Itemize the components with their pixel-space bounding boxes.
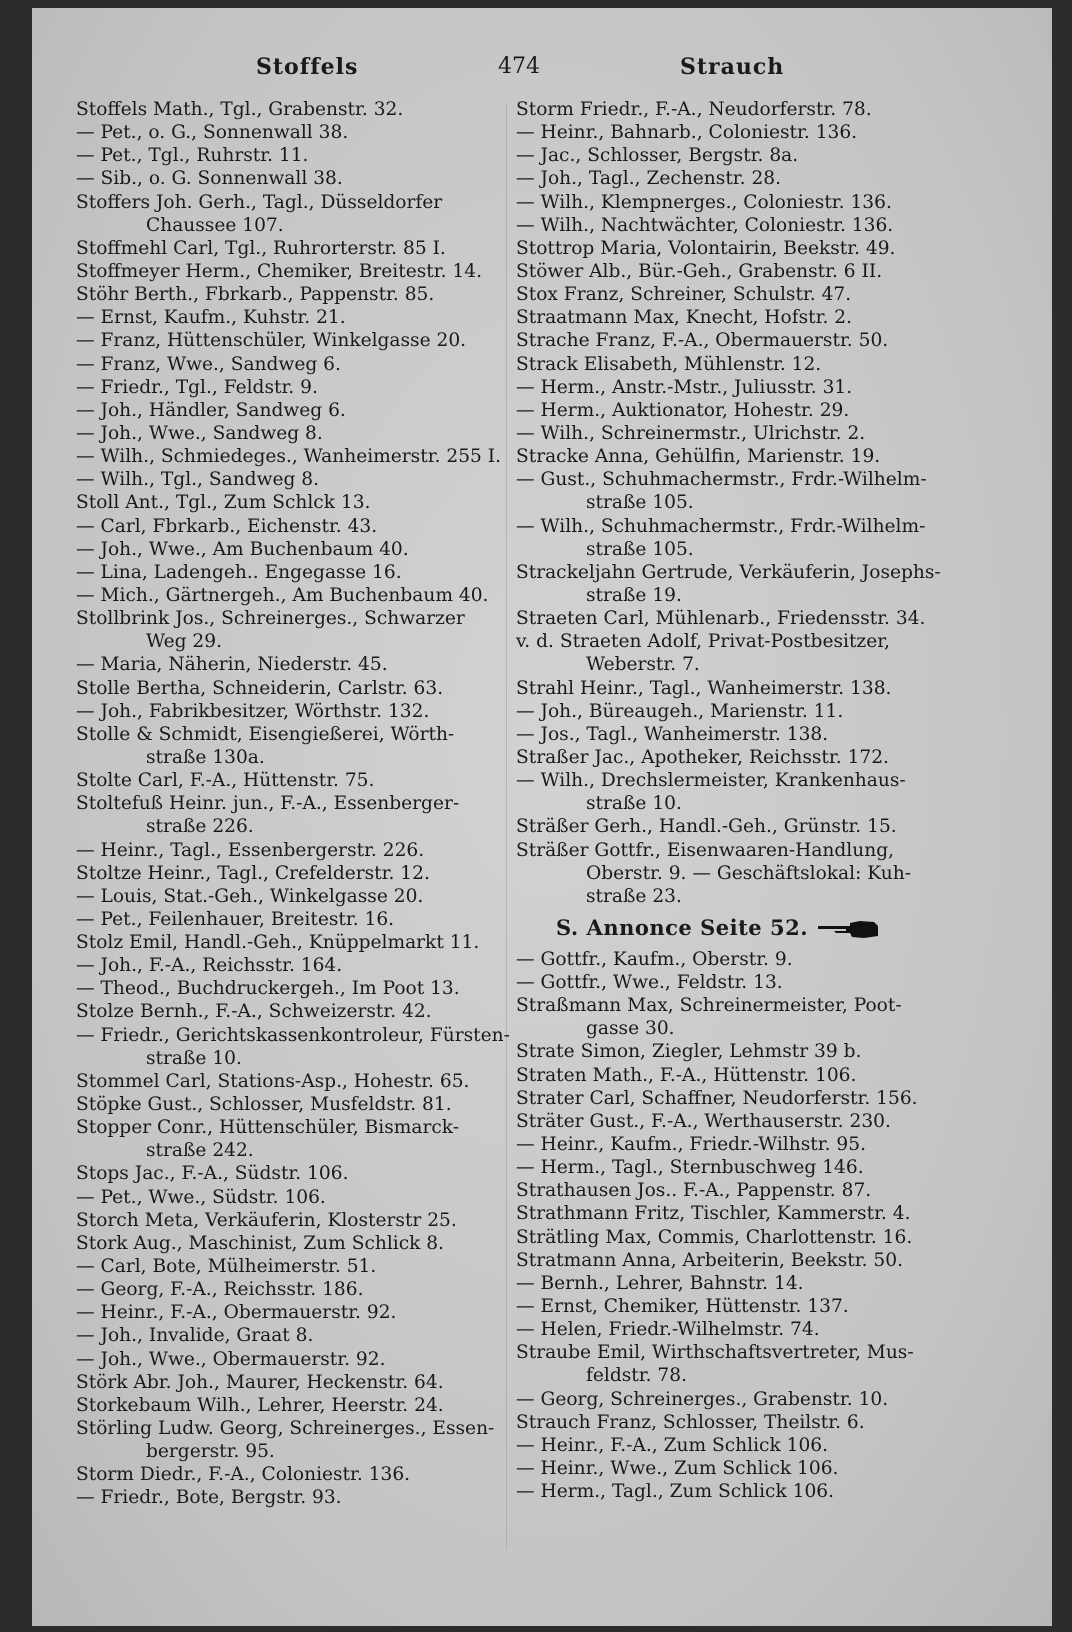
entry-text: Stracke Anna, Gehülfin, Marienstr. 19. (516, 446, 881, 468)
entry-text: straße 23. (586, 885, 682, 907)
directory-entry-line (76, 1463, 526, 1486)
directory-entry-line (76, 1186, 526, 1209)
directory-entry-line (76, 815, 526, 838)
directory-entry-line (516, 1295, 1016, 1318)
directory-entry-line (76, 931, 526, 954)
directory-entry-line (76, 445, 526, 468)
directory-entry-line (76, 653, 526, 676)
directory-entry-line (76, 885, 526, 908)
entry-text: straße 105. (586, 492, 694, 514)
directory-entry-line (516, 994, 1016, 1017)
entry-text: — Joh., Büreaugeh., Marienstr. 11. (516, 700, 844, 722)
left-column (76, 98, 526, 1510)
entry-text: Sträßer Gerh., Handl.-Geh., Grünstr. 15. (516, 816, 897, 838)
page-header (32, 50, 1052, 90)
entry-text: Stopper Conr., Hüttenschüler, Bismarck- (76, 1117, 460, 1139)
entry-text: straße 105. (586, 538, 694, 560)
directory-entry-line (76, 376, 526, 399)
entry-text: — Heinr., Bahnarb., Coloniestr. 136. (516, 122, 858, 144)
directory-entry-line (76, 1440, 526, 1463)
entry-text: — Pet., Tgl., Ruhrstr. 11. (76, 145, 309, 167)
entry-text: Stolle Bertha, Schneiderin, Carlstr. 63. (76, 677, 444, 699)
directory-entry-line (516, 491, 1016, 514)
directory-entry-line (76, 1162, 526, 1185)
entry-text: Stolz Emil, Handl.-Geh., Knüppelmarkt 11. (76, 932, 480, 954)
entry-text: — Georg, Schreinerges., Grabenstr. 10. (516, 1388, 889, 1410)
entry-text: — Carl, Fbrkarb., Eichenstr. 43. (76, 515, 378, 537)
entry-text: Stoffmehl Carl, Tgl., Ruhrorterstr. 85 I. (76, 237, 446, 259)
entry-text: Stork Aug., Maschinist, Zum Schlick 8. (76, 1232, 445, 1254)
directory-entry-line (76, 954, 526, 977)
entry-text: — Gottfr., Kaufm., Oberstr. 9. (516, 948, 793, 970)
entry-text: — Pet., Wwe., Südstr. 106. (76, 1186, 326, 1208)
directory-entry-line (516, 214, 1016, 237)
entry-text: — Carl, Bote, Mülheimerstr. 51. (76, 1256, 377, 1278)
directory-entry-line (516, 885, 1016, 908)
directory-entry-line (76, 538, 526, 561)
directory-entry-line (516, 1087, 1016, 1110)
directory-entry-line (516, 792, 1016, 815)
directory-entry-line (516, 862, 1016, 885)
directory-entry-line (76, 1255, 526, 1278)
entry-text: Stolze Bernh., F.-A., Schweizerstr. 42. (76, 1001, 432, 1023)
entry-text: v. d. Straeten Adolf, Privat-Postbesitzer, (516, 631, 890, 653)
directory-entry-line (76, 839, 526, 862)
directory-entry-line (516, 376, 1016, 399)
directory-entry-line (516, 98, 1016, 121)
entry-text: — Pet., Feilenhauer, Breitestr. 16. (76, 908, 395, 930)
directory-entry-line (516, 515, 1016, 538)
directory-entry-line (516, 1341, 1016, 1364)
entry-text: — Lina, Ladengeh.. Engegasse 16. (76, 561, 402, 583)
directory-entry-line (76, 584, 526, 607)
entry-text: — Wilh., Tgl., Sandweg 8. (76, 469, 320, 491)
entry-text: Straten Math., F.-A., Hüttenstr. 106. (516, 1064, 857, 1086)
entry-text: — Pet., o. G., Sonnenwall 38. (76, 122, 349, 144)
entry-text: gasse 30. (586, 1018, 675, 1040)
entry-text: Stöhr Berth., Fbrkarb., Pappenstr. 85. (76, 284, 435, 306)
directory-entry-line (516, 1110, 1016, 1133)
directory-entry-line (76, 1139, 526, 1162)
directory-entry-line (76, 1024, 526, 1047)
directory-entry-line (76, 561, 526, 584)
directory-entry-line (76, 1324, 526, 1347)
entry-text: — Jos., Tagl., Wanheimerstr. 138. (516, 723, 829, 745)
header-left-keyword: Stoffels (256, 54, 359, 80)
entry-text: — Ernst, Chemiker, Hüttenstr. 137. (516, 1296, 849, 1318)
entry-text: — Ernst, Kaufm., Kuhstr. 21. (76, 307, 346, 329)
directory-entry-line (76, 329, 526, 352)
entry-text: — Mich., Gärtnergeh., Am Buchenbaum 40. (76, 584, 489, 606)
entry-text: — Herm., Tagl., Sternbuschweg 146. (516, 1157, 864, 1179)
entry-text: Störling Ludw. Georg, Schreinerges., Essen- (76, 1418, 495, 1440)
directory-entry-line (516, 1133, 1016, 1156)
directory-entry-line (76, 191, 526, 214)
entry-text: Straßmann Max, Schreinermeister, Poot- (516, 995, 902, 1017)
directory-entry-line (76, 1209, 526, 1232)
directory-entry-line (76, 677, 526, 700)
directory-entry-line (516, 1249, 1016, 1272)
directory-entry-line (516, 653, 1016, 676)
directory-entry-line (516, 948, 1016, 971)
entry-text: Stöpke Gust., Schlosser, Musfeldstr. 81. (76, 1094, 452, 1116)
directory-entry-line (516, 677, 1016, 700)
entry-text: Stollbrink Jos., Schreinerges., Schwarzer (76, 608, 465, 630)
entry-text: — Herm., Anstr.-Mstr., Juliusstr. 31. (516, 376, 853, 398)
entry-text: Stoffmeyer Herm., Chemiker, Breitestr. 14. (76, 260, 482, 282)
entry-text: Stottrop Maria, Volontairin, Beekstr. 49. (516, 237, 896, 259)
entry-text: Strache Franz, F.-A., Obermauerstr. 50. (516, 330, 889, 352)
directory-entry-line (76, 167, 526, 190)
directory-entry-line (516, 306, 1016, 329)
directory-entry-line (516, 630, 1016, 653)
directory-entry-line (76, 468, 526, 491)
entry-text: Stoll Ant., Tgl., Zum Schlck 13. (76, 492, 371, 514)
directory-entry-line (516, 422, 1016, 445)
entry-text: — Friedr., Bote, Bergstr. 93. (76, 1487, 342, 1509)
directory-entry-line (516, 1318, 1016, 1341)
directory-entry-line (516, 191, 1016, 214)
directory-entry-line (76, 1278, 526, 1301)
entry-text: Störk Abr. Joh., Maurer, Heckenstr. 64. (76, 1371, 444, 1393)
directory-entry-line (76, 353, 526, 376)
directory-entry-line (516, 723, 1016, 746)
entry-text: — Gust., Schuhmachermstr., Frdr.-Wilhelm- (516, 469, 927, 491)
directory-entry-line (76, 908, 526, 931)
directory-entry-line (516, 1388, 1016, 1411)
directory-entry-line (76, 237, 526, 260)
entry-text: — Sib., o. G. Sonnenwall 38. (76, 168, 343, 190)
directory-entry-line (516, 167, 1016, 190)
directory-entry-line (76, 769, 526, 792)
entry-text: Stoltze Heinr., Tagl., Crefelderstr. 12. (76, 862, 430, 884)
directory-entry-line (516, 584, 1016, 607)
entry-text: Stoffers Joh. Gerh., Tagl., Düsseldorfer (76, 191, 443, 213)
directory-entry-line (76, 515, 526, 538)
directory-entry-line (76, 1348, 526, 1371)
directory-entry-line (516, 1272, 1016, 1295)
page-number: 474 (498, 54, 540, 79)
entry-text: — Friedr., Gerichtskassenkontroleur, Fürsten- (76, 1024, 510, 1046)
entry-text: Stolte Carl, F.-A., Hüttenstr. 75. (76, 770, 375, 792)
directory-entry-line (76, 792, 526, 815)
entry-text: straße 10. (586, 793, 682, 815)
entry-text: — Heinr., Tagl., Essenbergerstr. 226. (76, 839, 425, 861)
directory-entry-line (516, 839, 1016, 862)
entry-text: straße 226. (146, 816, 254, 838)
directory-entry-line (76, 607, 526, 630)
directory-entry-line (516, 1156, 1016, 1179)
entry-text: — Wilh., Schmiedeges., Wanheimerstr. 255 I. (76, 446, 502, 468)
directory-entry-line (516, 1179, 1016, 1202)
directory-entry-line (516, 1457, 1016, 1480)
entry-text: — Joh., Tagl., Zechenstr. 28. (516, 168, 782, 190)
directory-entry-line (76, 491, 526, 514)
entry-text: Oberstr. 9. — Geschäftslokal: Kuh- (586, 862, 911, 884)
entry-text: Chaussee 107. (146, 214, 284, 236)
entry-text: Stommel Carl, Stations-Asp., Hohestr. 65. (76, 1070, 470, 1092)
entry-text: — Joh., Händler, Sandweg 6. (76, 399, 346, 421)
directory-entry-line (76, 1301, 526, 1324)
directory-entry-line (76, 862, 526, 885)
directory-entry-line (516, 260, 1016, 283)
entry-text: — Joh., Wwe., Obermauerstr. 92. (76, 1348, 386, 1370)
entry-text: Stoffels Math., Tgl., Grabenstr. 32. (76, 99, 404, 120)
entry-text: Strätling Max, Commis, Charlottenstr. 16. (516, 1226, 913, 1248)
entry-text: — Theod., Buchdruckergeh., Im Poot 13. (76, 978, 460, 1000)
directory-entry-line (516, 607, 1016, 630)
entry-text: — Joh., Fabrikbesitzer, Wörthstr. 132. (76, 700, 430, 722)
entry-text: Storm Diedr., F.-A., Coloniestr. 136. (76, 1464, 411, 1486)
entry-text: bergerstr. 95. (146, 1441, 275, 1463)
directory-entry-line (76, 260, 526, 283)
directory-entry-line (76, 214, 526, 237)
directory-entry-line (516, 399, 1016, 422)
directory-entry-line (516, 971, 1016, 994)
entry-text: Sträter Gust., F.-A., Werthauserstr. 230. (516, 1110, 891, 1132)
directory-entry-line (516, 237, 1016, 260)
entry-text: Stolle & Schmidt, Eisengießerei, Wörth- (76, 723, 455, 745)
entry-text: Storkebaum Wilh., Lehrer, Heerstr. 24. (76, 1394, 444, 1416)
entry-text: — Wilh., Schreinermstr., Ulrichstr. 2. (516, 422, 866, 444)
entry-text: — Maria, Näherin, Niederstr. 45. (76, 654, 388, 676)
entry-text: Stratmann Anna, Arbeiterin, Beekstr. 50. (516, 1249, 903, 1271)
directory-entry-line (76, 1371, 526, 1394)
directory-entry-line (516, 121, 1016, 144)
directory-entry-line (516, 1480, 1016, 1503)
directory-entry-line (516, 445, 1016, 468)
entry-text: feldstr. 78. (586, 1365, 687, 1387)
entry-text: — Jac., Schlosser, Bergstr. 8a. (516, 145, 799, 167)
directory-entry-line (76, 1093, 526, 1116)
directory-entry-line (76, 630, 526, 653)
entry-text: Strater Carl, Schaffner, Neudorferstr. 156. (516, 1087, 918, 1109)
directory-entry-line (76, 1047, 526, 1070)
directory-entry-line (76, 1394, 526, 1417)
entry-text: Storm Friedr., F.-A., Neudorferstr. 78. (516, 99, 872, 120)
entry-text: — Joh., Wwe., Sandweg 8. (76, 422, 323, 444)
directory-entry-line (516, 538, 1016, 561)
entry-text: Weg 29. (146, 631, 222, 653)
entry-text: Straatmann Max, Knecht, Hofstr. 2. (516, 307, 853, 329)
directory-entry-line (76, 1417, 526, 1440)
directory-entry-line (516, 1434, 1016, 1457)
directory-entry-line (516, 700, 1016, 723)
entry-text: — Wilh., Drechslermeister, Krankenhaus- (516, 770, 906, 792)
entry-text: Weberstr. 7. (586, 654, 700, 676)
directory-entry-line (516, 1364, 1016, 1387)
directory-entry-line (76, 977, 526, 1000)
directory-entry-line (76, 723, 526, 746)
directory-entry-line (76, 1000, 526, 1023)
directory-entry-line (76, 700, 526, 723)
directory-entry-line (76, 746, 526, 769)
entry-text: — Herm., Tagl., Zum Schlick 106. (516, 1481, 835, 1503)
entry-text: Stoltefuß Heinr. jun., F.-A., Essenberger- (76, 793, 460, 815)
directory-entry-line (516, 1017, 1016, 1040)
directory-entry-line (76, 144, 526, 167)
directory-entry-line (516, 769, 1016, 792)
directory-entry-line (516, 353, 1016, 376)
entry-text: Strate Simon, Ziegler, Lehmstr 39 b. (516, 1041, 862, 1063)
entry-text: — Heinr., F.-A., Obermauerstr. 92. (76, 1302, 397, 1324)
entry-text: Stops Jac., F.-A., Südstr. 106. (76, 1163, 349, 1185)
entry-text: — Heinr., F.-A., Zum Schlick 106. (516, 1434, 829, 1456)
directory-entry-line (516, 561, 1016, 584)
directory-entry-line (76, 98, 526, 121)
directory-entry-line (76, 306, 526, 329)
directory-entry-line (516, 1064, 1016, 1087)
directory-entry-line (516, 1202, 1016, 1225)
entry-text: — Heinr., Wwe., Zum Schlick 106. (516, 1458, 839, 1480)
entry-text: Strathausen Jos.. F.-A., Pappenstr. 87. (516, 1180, 872, 1202)
right-column (516, 98, 1016, 1503)
entry-text: — Gottfr., Wwe., Feldstr. 13. (516, 972, 783, 994)
entry-text: Strahl Heinr., Tagl., Wanheimerstr. 138. (516, 677, 892, 699)
directory-entry-line (516, 329, 1016, 352)
directory-entry-line (76, 1070, 526, 1093)
entry-text: — Wilh., Schuhmachermstr., Frdr.-Wilhelm- (516, 515, 926, 537)
directory-entry-line (516, 1040, 1016, 1063)
entry-text: Strackeljahn Gertrude, Verkäuferin, Josephs- (516, 561, 941, 583)
entry-text: Storch Meta, Verkäuferin, Klosterstr 25. (76, 1209, 457, 1231)
directory-entry-line (516, 1411, 1016, 1434)
directory-entry-line (516, 468, 1016, 491)
entry-text: Stox Franz, Schreiner, Schulstr. 47. (516, 284, 852, 306)
entry-text: Strack Elisabeth, Mühlenstr. 12. (516, 353, 822, 375)
entry-text: Strauch Franz, Schlosser, Theilstr. 6. (516, 1411, 865, 1433)
entry-text: straße 242. (146, 1140, 254, 1162)
entry-text: — Joh., F.-A., Reichsstr. 164. (76, 955, 343, 977)
directory-entry-line (516, 144, 1016, 167)
entry-text: Straßer Jac., Apotheker, Reichsstr. 172. (516, 746, 889, 768)
entry-text: — Bernh., Lehrer, Bahnstr. 14. (516, 1272, 804, 1294)
directory-entry-line (76, 1232, 526, 1255)
entry-text: — Franz, Wwe., Sandweg 6. (76, 353, 341, 375)
entry-text: — Wilh., Nachtwächter, Coloniestr. 136. (516, 214, 894, 236)
entry-text: — Friedr., Tgl., Feldstr. 9. (76, 376, 318, 398)
directory-entry-line (76, 422, 526, 445)
directory-page (32, 8, 1052, 1626)
advertisement-notice (516, 908, 1016, 948)
directory-entry-line (76, 1116, 526, 1139)
entry-text: — Wilh., Klempnerges., Coloniestr. 136. (516, 191, 892, 213)
entry-text: straße 130a. (146, 746, 265, 768)
header-right-keyword: Strauch (680, 54, 785, 80)
entry-text: — Helen, Friedr.-Wilhelmstr. 74. (516, 1319, 820, 1341)
directory-entry-line (76, 1486, 526, 1509)
directory-entry-line (76, 121, 526, 144)
directory-entry-line (516, 1226, 1016, 1249)
entry-text: Sträßer Gottfr., Eisenwaaren-Handlung, (516, 839, 895, 861)
entry-text: — Georg, F.-A., Reichsstr. 186. (76, 1279, 364, 1301)
pointing-hand-icon (816, 918, 880, 940)
entry-text: — Louis, Stat.-Geh., Winkelgasse 20. (76, 885, 424, 907)
entry-text: straße 10. (146, 1047, 242, 1069)
entry-text: — Heinr., Kaufm., Friedr.-Wilhstr. 95. (516, 1134, 866, 1156)
directory-entry-line (516, 283, 1016, 306)
entry-text: — Joh., Wwe., Am Buchenbaum 40. (76, 538, 409, 560)
entry-text: — Herm., Auktionator, Hohestr. 29. (516, 399, 850, 421)
directory-entry-line (516, 746, 1016, 769)
directory-entry-line (516, 815, 1016, 838)
directory-entry-line (76, 399, 526, 422)
entry-text: — Joh., Invalide, Graat 8. (76, 1325, 314, 1347)
entry-text: Strathmann Fritz, Tischler, Kammerstr. 4. (516, 1203, 911, 1225)
entry-text: S. Annonce Seite 52. (556, 914, 809, 940)
entry-text: Stöwer Alb., Bür.-Geh., Grabenstr. 6 II. (516, 260, 883, 282)
entry-text: straße 19. (586, 584, 682, 606)
entry-text: — Franz, Hüttenschüler, Winkelgasse 20. (76, 330, 467, 352)
directory-entry-line (76, 283, 526, 306)
entry-text: Straeten Carl, Mühlenarb., Friedensstr. 34. (516, 608, 926, 630)
entry-text: Straube Emil, Wirthschaftsvertreter, Mus- (516, 1342, 914, 1364)
